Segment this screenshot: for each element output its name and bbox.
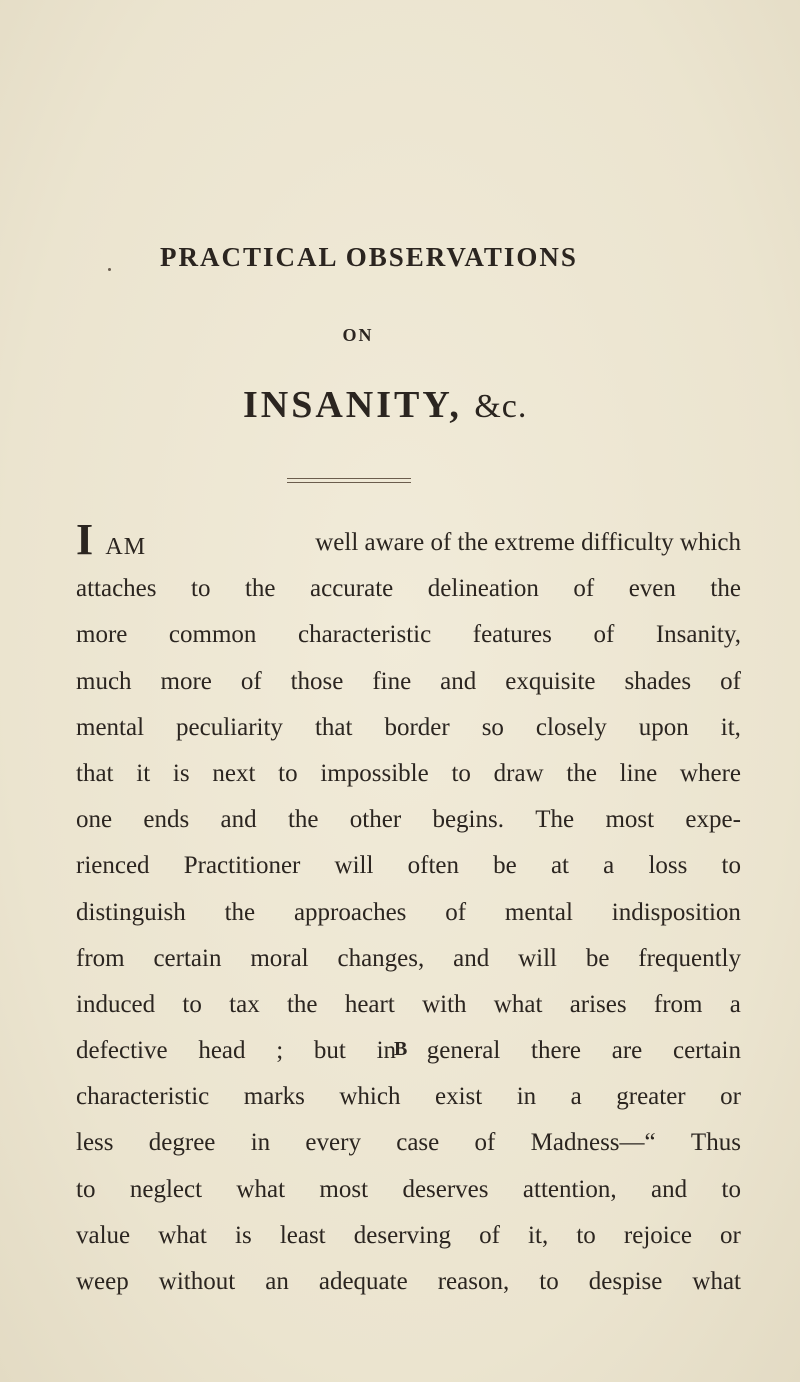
line-opening (76, 515, 147, 566)
ink-spot (108, 268, 111, 271)
text-line: rienced Practitioner will often be at a loss to (76, 852, 741, 880)
text-line: less degree in every case of Madness—“ Thus (76, 1129, 741, 1157)
subtitle-suffix: &c. (474, 388, 528, 425)
text-line-first (76, 515, 741, 566)
text-line: much more of those fine and exquisite shades of (76, 667, 741, 695)
title-connector: ON (342, 325, 374, 345)
subtitle-main: INSANITY, (243, 384, 462, 426)
text-line: from certain moral changes, and will be frequently (76, 944, 741, 972)
opening-word: AM (105, 534, 147, 560)
drop-cap: I (76, 515, 94, 564)
text-line: weep without an adequate reason, to despise what (76, 1268, 741, 1295)
text-line: more common characteristic features of Insanity, (76, 621, 741, 649)
page-title: PRACTICAL OBSERVATIONS (160, 242, 578, 272)
text-line: distinguish the approaches of mental indisposition (76, 898, 741, 926)
title-rule (287, 478, 411, 483)
text-line: that it is next to impossible to draw the line where (76, 759, 741, 787)
signature-mark: B (394, 1038, 408, 1060)
text-line: to neglect what most deserves attention, and to (76, 1175, 741, 1203)
text-line: characteristic marks which exist in a greater or (76, 1083, 741, 1111)
text-line: mental peculiarity that border so closely upon it, (76, 713, 741, 741)
text-line: one ends and the other begins. The most expe- (76, 806, 741, 834)
body-text (76, 515, 741, 1305)
page-subtitle (243, 383, 527, 427)
text-line: value what is least deserving of it, to rejoice or (76, 1221, 741, 1249)
line-continuation: well aware of the extreme difficulty which (315, 529, 741, 556)
text-line: defective head ; but in general there are certain (76, 1037, 741, 1065)
text-line: induced to tax the heart with what arises from a (76, 990, 741, 1018)
text-line: attaches to the accurate delineation of even the (76, 575, 741, 603)
